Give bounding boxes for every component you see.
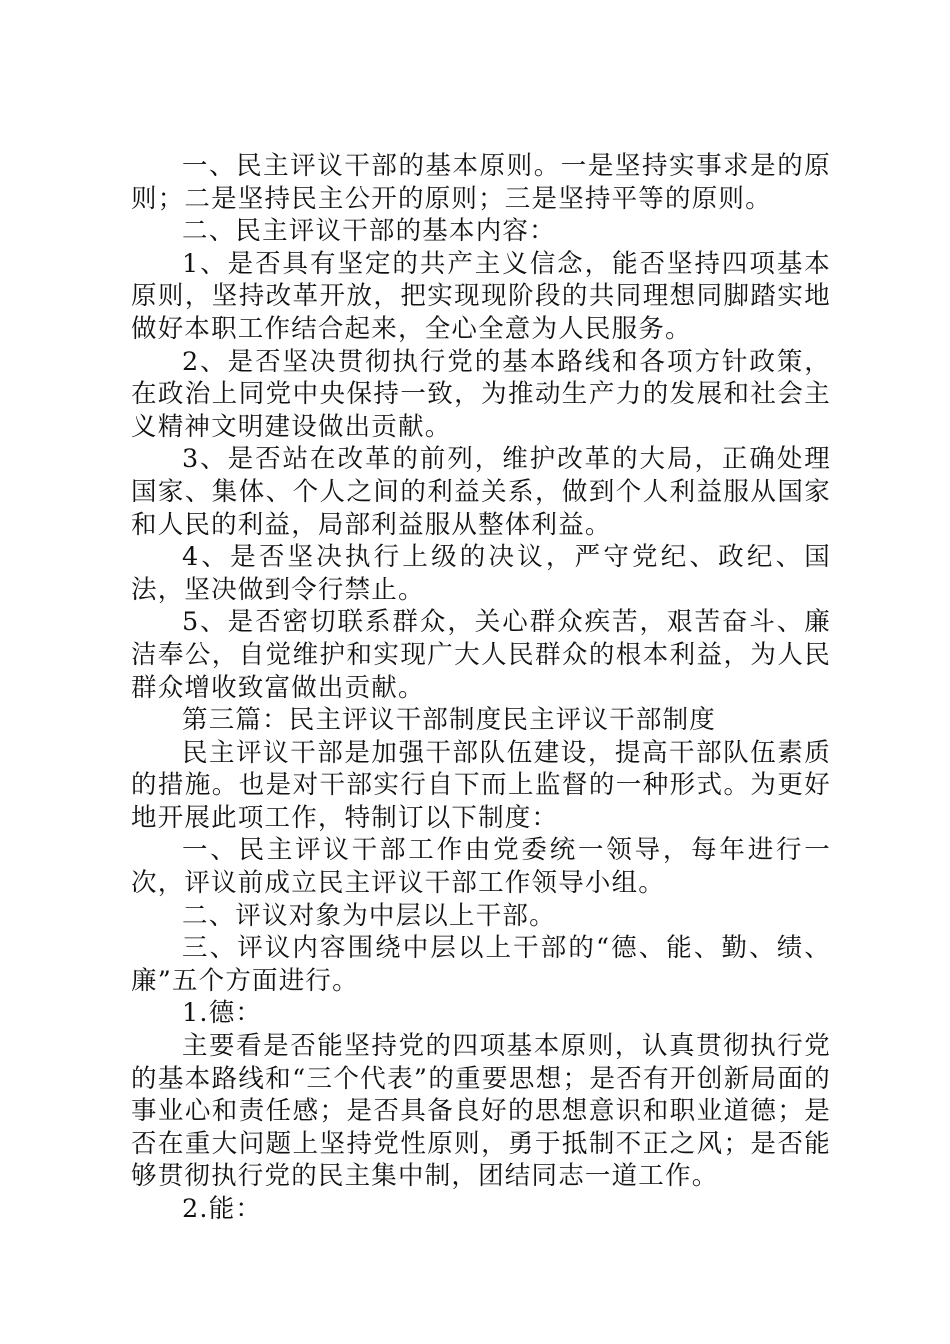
paragraph-item-1: 1、是否具有坚定的共产主义信念，能否坚持四项基本原则，坚持改革开放，把实现现阶段的共同理想同脚踏实地做好本职工作结合起来，全心全意为人民服务。: [131, 248, 831, 344]
section-title: 第三篇：民主评议干部制度民主评议干部制度: [182, 705, 717, 736]
paragraph-intro: 民主评议干部是加强干部队伍建设，提高干部队伍素质的措施。也是对干部实行自下而上监督的一种形式。为更好地开展此项工作，特制订以下制度：: [131, 737, 831, 833]
paragraph-rule-3: 三、评议内容围绕中层以上干部的“德、能、勤、绩、廉”五个方面进行。: [131, 933, 831, 996]
paragraph-item-4: 4、是否坚决执行上级的决议，严守党纪、政纪、国法，坚决做到令行禁止。: [131, 542, 831, 605]
document-body: [131, 150, 831, 1226]
paragraph-item-5: 5、是否密切联系群众，关心群众疾苦，艰苦奋斗、廉洁奉公，自觉维护和实现广大人民群众的根本利益，为人民群众增收致富做出贡献。: [131, 607, 831, 703]
subheading-neng: 2.能：: [182, 1194, 263, 1224]
paragraph-item-3: 3、是否站在改革的前列，维护改革的大局，正确处理国家、集体、个人之间的利益关系，做到个人利益服从国家和人民的利益，局部利益服从整体利益。: [131, 444, 831, 540]
subheading-de: 1.德：: [182, 998, 263, 1029]
paragraph-rule-1: 一、民主评议干部工作由党委统一领导，每年进行一次，评议前成立民主评议干部工作领导小组。: [131, 835, 831, 899]
paragraph-de-detail: 主要看是否能坚持党的四项基本原则，认真贯彻执行党的基本路线和“三个代表”的重要思想；是否有开创新局面的事业心和责任感；是否具备良好的思想意识和职业道德；是否在重大问题上坚持党性原则，勇于抵制不正之风；是否能够贯彻执行党的民主集中制，团结同志一道工作。: [131, 1031, 831, 1192]
paragraph-item-2: 2、是否坚决贯彻执行党的基本路线和各项方针政策，在政治上同党中央保持一致，为推动生产力的发展和社会主义精神文明建设做出贡献。: [131, 346, 831, 442]
paragraph-rule-2: 二、评议对象为中层以上干部。: [182, 900, 556, 931]
paragraph-principles: 一、民主评议干部的基本原则。一是坚持实事求是的原则；二是坚持民主公开的原则；三是坚持平等的原则。: [131, 151, 831, 214]
paragraph-content-heading: 二、民主评议干部的基本内容：: [182, 216, 556, 247]
